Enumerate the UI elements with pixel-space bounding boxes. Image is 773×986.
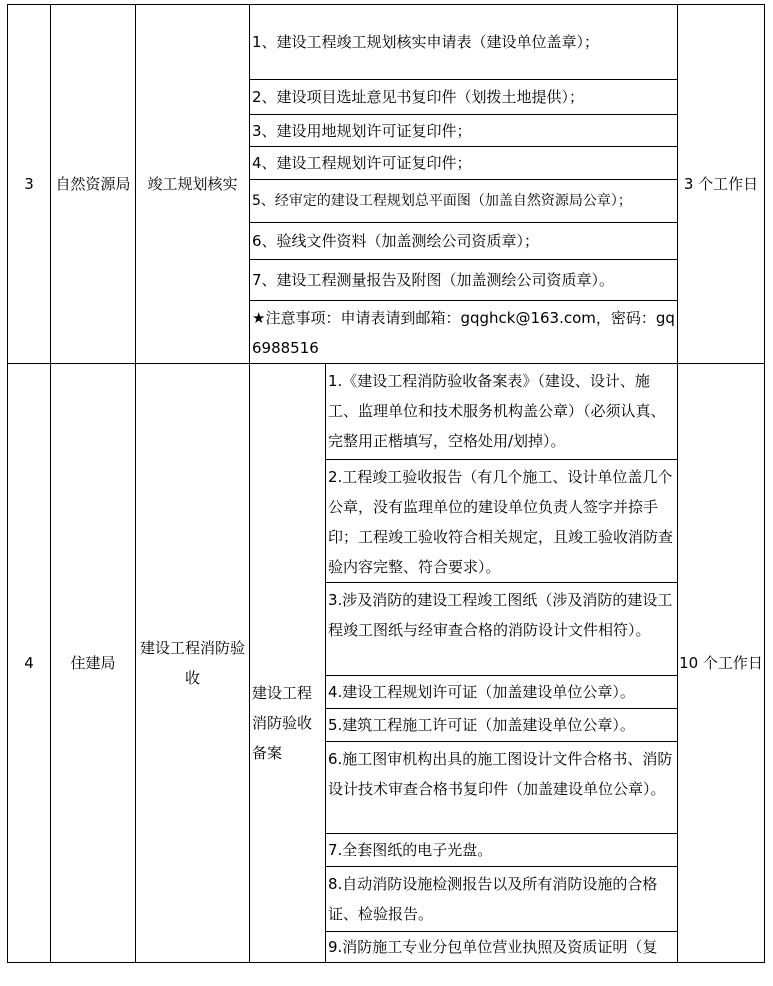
row4-time-limit: 10 个工作日 [679, 654, 763, 672]
row3-item-5 [249, 179, 678, 223]
row4-item-6-text: 6.施工图审机构出具的施工图设计文件合格书、消防设计技术审查合格书复印件（加盖建设单位公章）。 [328, 750, 673, 798]
row4-item-8-text: 8.自动消防设施检测报告以及所有消防设施的合格证、检验报告。 [328, 875, 658, 923]
row4-item-3-text: 3.涉及消防的建设工程竣工图纸（涉及消防的建设工程竣工图纸与经审查合格的消防设计文件相符）。 [328, 591, 673, 639]
row3-item-1-text: 1、建设工程竣工规划核实申请表（建设单位盖章）； [252, 33, 600, 51]
row3-item-1 [249, 4, 678, 80]
row3-item-6-text: 6、验线文件资料（加盖测绘公司资质章）； [252, 232, 540, 250]
row4-item-8 [325, 866, 678, 932]
row4-item-1-text: 1.《建设工程消防验收备案表》（建设、设计、施工、监理单位和技术服务机构盖公章）（必须认真、完整用正楷填写，空格处用/划掉）。 [328, 372, 666, 450]
row4-number-cell [7, 363, 51, 963]
row4-item-5 [325, 708, 678, 742]
row4-matter: 建设工程消防验收 [139, 639, 245, 687]
row3-item-5-text: 5、经审定的建设工程规划总平面图（加盖自然资源局公章）； [252, 193, 632, 209]
row3-note-text: ★注意事项：申请表请到邮箱：gqghck@163.com，密码：gq6988516 [252, 309, 675, 357]
row4-time-cell [677, 363, 765, 963]
row3-item-6 [249, 222, 678, 260]
row4-item-6 [325, 741, 678, 834]
row3-department-cell [50, 4, 136, 364]
row4-item-4 [325, 675, 678, 709]
row4-item-7-text: 7.全套图纸的电子光盘。 [328, 841, 493, 859]
row3-item-4-text: 4、建设工程规划许可证复印件； [252, 154, 472, 172]
row4-item-7 [325, 833, 678, 867]
row4-item-4-text: 4.建设工程规划许可证（加盖建设单位公章）。 [328, 683, 635, 701]
row4-item-9-text: 9.消防施工专业分包单位营业执照及资质证明（复 [328, 938, 658, 956]
row3-matter: 竣工规划核实 [147, 175, 238, 193]
row3-department: 自然资源局 [55, 175, 131, 193]
row4-item-2-text: 2.工程竣工验收报告（有几个施工、设计单位盖几个公章，没有监理单位的建设单位负责人签字并捺手印；工程竣工验收符合相关规定，且竣工验收消防查验内容完整、符合要求）。 [328, 468, 674, 576]
row4-matter-cell [135, 363, 250, 963]
row3-item-7-text: 7、建设工程测量报告及附图（加盖测绘公司资质章）。 [252, 271, 615, 289]
row3-item-2 [249, 79, 678, 115]
row4-item-2 [325, 459, 678, 583]
row3-time-limit: 3 个工作日 [683, 175, 759, 193]
row4-sub-matter-cell [249, 363, 326, 963]
row4-item-5-text: 5.建筑工程施工许可证（加盖建设单位公章）。 [328, 716, 635, 734]
row3-item-7 [249, 259, 678, 301]
row4-item-1 [325, 363, 678, 460]
row4-number: 4 [24, 654, 34, 672]
row3-item-2-text: 2、建设项目选址意见书复印件（划拨土地提供）； [252, 88, 585, 106]
row3-time-cell [677, 4, 765, 364]
row4-department: 住建局 [70, 654, 116, 672]
row4-item-3 [325, 582, 678, 676]
row4-sub-matter: 建设工程消防验收备案 [252, 684, 313, 762]
row3-number: 3 [24, 175, 34, 193]
row3-number-cell [7, 4, 51, 364]
row3-item-4 [249, 146, 678, 180]
row3-note [249, 300, 678, 364]
row3-item-3 [249, 114, 678, 147]
row3-matter-cell [135, 4, 250, 364]
row3-item-3-text: 3、建设用地规划许可证复印件； [252, 121, 472, 140]
row4-department-cell [50, 363, 136, 963]
row4-item-9 [325, 931, 678, 963]
